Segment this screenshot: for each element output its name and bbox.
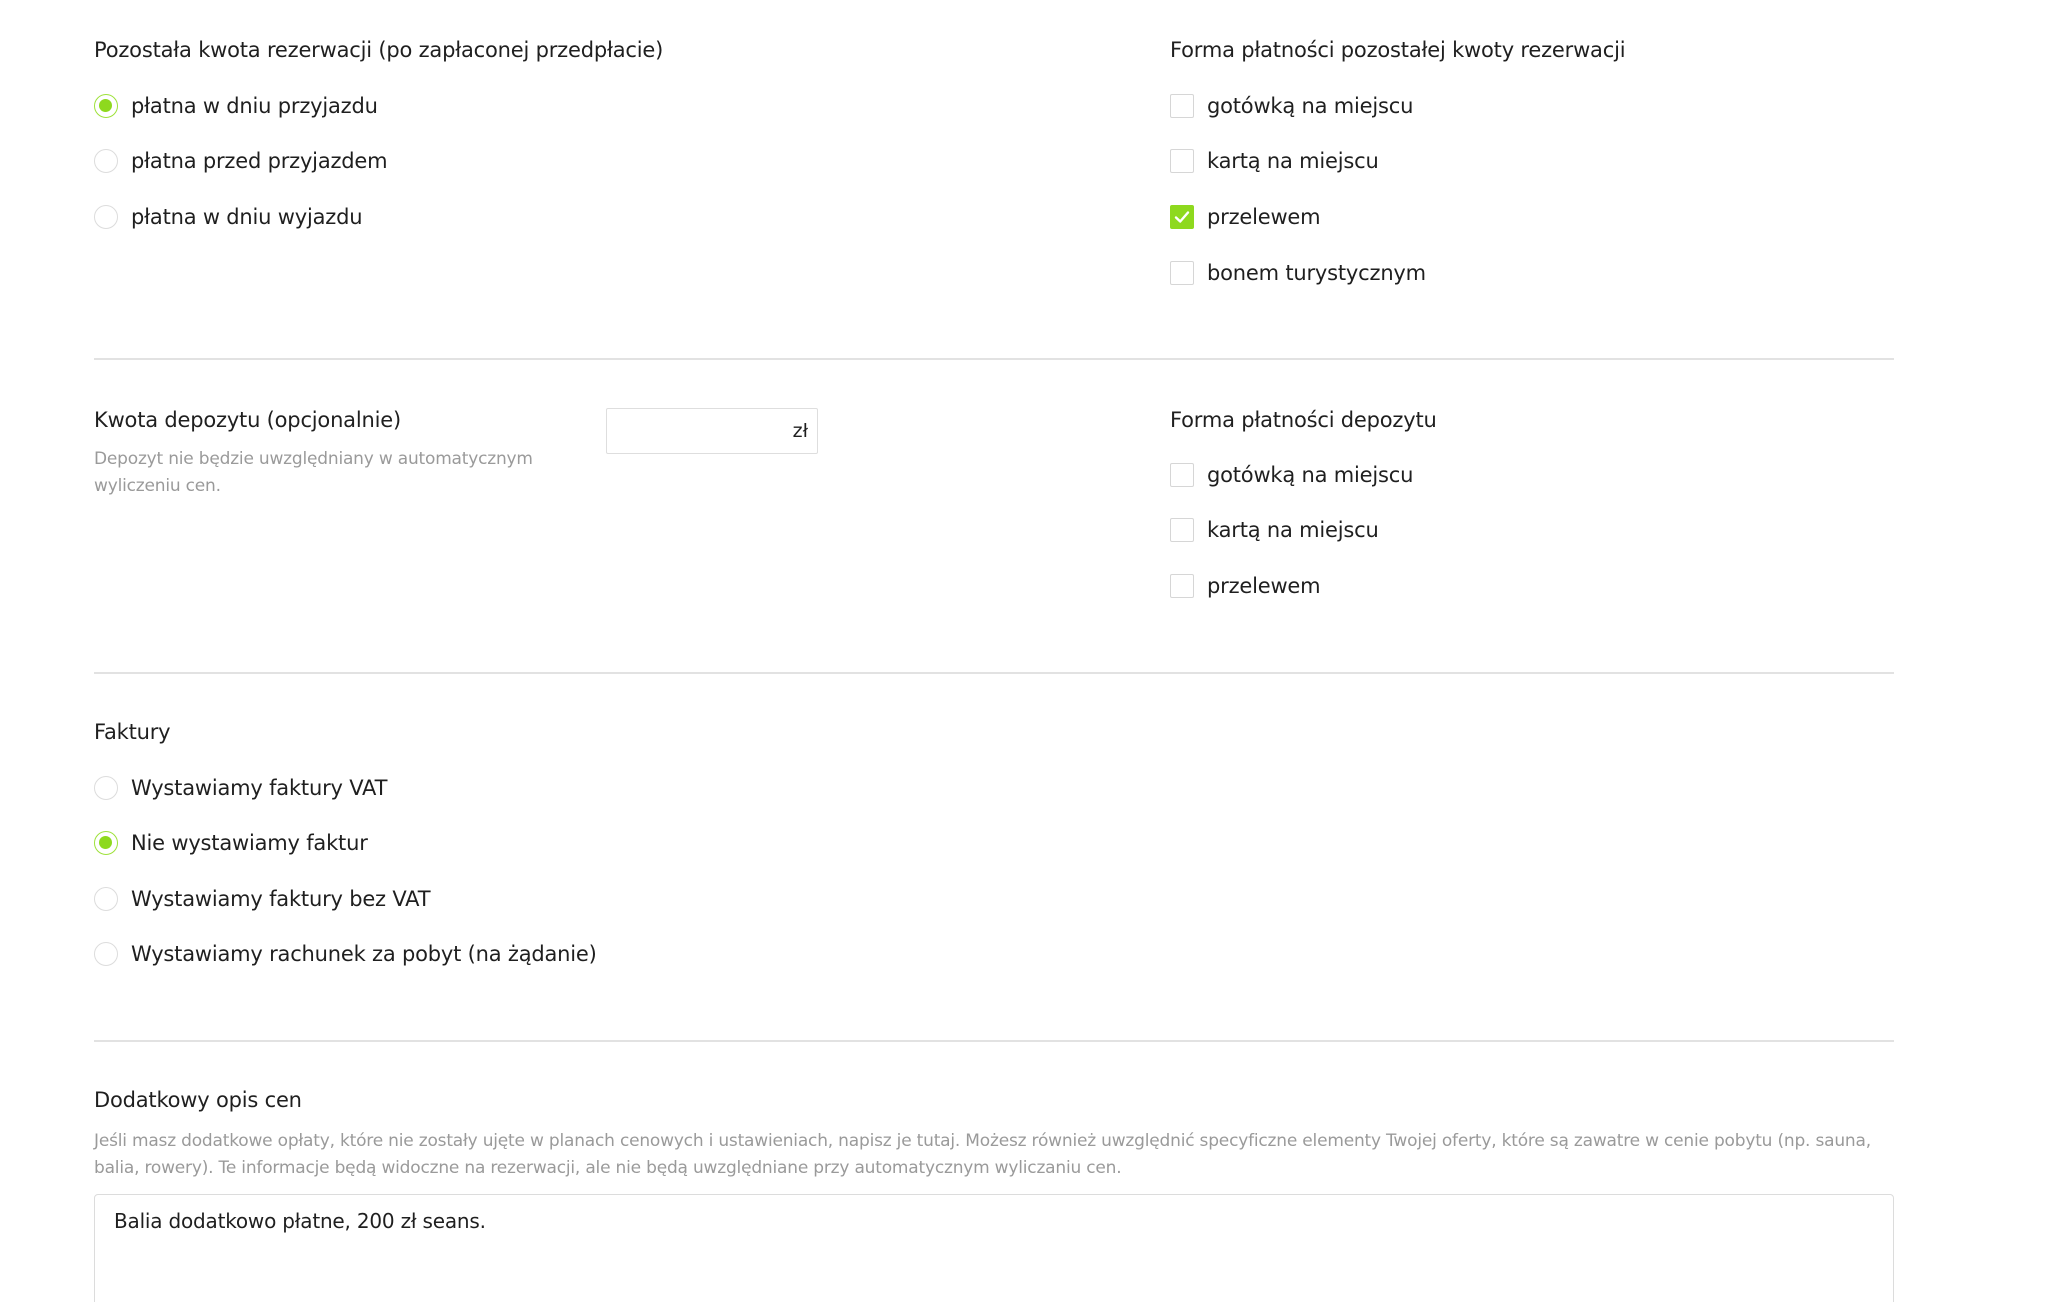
radio-unselected-icon[interactable] xyxy=(94,942,118,966)
radio-unselected-icon[interactable] xyxy=(94,776,118,800)
section-divider xyxy=(94,672,1894,674)
checkbox-label: gotówką na miejscu xyxy=(1207,94,1414,118)
section-divider xyxy=(94,358,1894,360)
checkbox-icon[interactable] xyxy=(1170,149,1194,173)
radio-label: płatna przed przyjazdem xyxy=(131,149,388,173)
checkbox-icon[interactable] xyxy=(1170,261,1194,285)
radio-label: Wystawiamy faktury VAT xyxy=(131,776,388,800)
price-description-helper-text: Jeśli masz dodatkowe opłaty, które nie zostały ujęte w planach cenowych i ustawieniach, napisz je tutaj. Możesz również uwzględnić specyficzne elementy Twojej oferty, które są zawatre w cenie pobytu (np. sauna, balia, rowery). Te informacje będą widoczne na rezerwacji, ale nie będą uwzględniane przy automatycznym wyliczaniu cen. xyxy=(94,1131,1871,1178)
checkbox-label: przelewem xyxy=(1207,574,1321,598)
checkbox-icon[interactable] xyxy=(1170,463,1194,487)
checkbox-deposit-transfer[interactable] xyxy=(1170,571,1320,601)
deposit-helper-text: Depozyt nie będzie uwzględniany w automatycznym wyliczeniu cen. xyxy=(94,449,533,496)
deposit-title: Kwota depozytu (opcjonalnie) xyxy=(94,408,401,432)
checkbox-icon[interactable] xyxy=(1170,94,1194,118)
radio-label: Wystawiamy rachunek za pobyt (na żądanie) xyxy=(131,942,597,966)
radio-option-no-invoices[interactable] xyxy=(94,828,368,858)
checkbox-icon[interactable] xyxy=(1170,518,1194,542)
checkbox-deposit-cash[interactable] xyxy=(1170,460,1413,490)
radio-label: płatna w dniu przyjazdu xyxy=(131,94,378,118)
checkbox-label: gotówką na miejscu xyxy=(1207,463,1414,487)
remaining-payment-title: Forma płatności pozostałej kwoty rezerwacji xyxy=(1170,38,1626,62)
checkbox-cash-on-site[interactable] xyxy=(1170,91,1413,121)
radio-option-stay-receipt[interactable] xyxy=(94,939,597,969)
price-description-title: Dodatkowy opis cen xyxy=(94,1088,302,1112)
radio-option-arrival-day[interactable] xyxy=(94,91,378,121)
radio-unselected-icon[interactable] xyxy=(94,149,118,173)
checkbox-label: kartą na miejscu xyxy=(1207,518,1379,542)
checkbox-deposit-card[interactable] xyxy=(1170,515,1379,545)
radio-label: Nie wystawiamy faktur xyxy=(131,831,368,855)
remaining-amount-title: Pozostała kwota rezerwacji (po zapłaconej przedpłacie) xyxy=(94,38,664,62)
checkbox-label: kartą na miejscu xyxy=(1207,149,1379,173)
radio-unselected-icon[interactable] xyxy=(94,205,118,229)
checkbox-icon[interactable] xyxy=(1170,574,1194,598)
checkbox-label: przelewem xyxy=(1207,205,1321,229)
invoices-title: Faktury xyxy=(94,720,171,744)
radio-label: Wystawiamy faktury bez VAT xyxy=(131,887,431,911)
radio-option-invoices-without-vat[interactable] xyxy=(94,884,430,914)
price-description-textarea[interactable]: Balia dodatkowo płatne, 200 zł seans. xyxy=(94,1194,1894,1302)
deposit-amount-field[interactable] xyxy=(606,408,818,454)
deposit-payment-title: Forma płatności depozytu xyxy=(1170,408,1437,432)
checkbox-bank-transfer[interactable] xyxy=(1170,202,1320,232)
radio-option-vat-invoices[interactable] xyxy=(94,773,387,803)
radio-selected-icon[interactable] xyxy=(94,831,118,855)
checkbox-tourist-voucher[interactable] xyxy=(1170,258,1426,288)
section-divider xyxy=(94,1040,1894,1042)
deposit-amount-input[interactable] xyxy=(633,411,793,451)
currency-unit: zł xyxy=(792,420,808,442)
radio-option-before-arrival[interactable] xyxy=(94,146,387,176)
checkbox-card-on-site[interactable] xyxy=(1170,146,1379,176)
checkbox-label: bonem turystycznym xyxy=(1207,261,1426,285)
radio-selected-icon[interactable] xyxy=(94,94,118,118)
radio-unselected-icon[interactable] xyxy=(94,887,118,911)
radio-label: płatna w dniu wyjazdu xyxy=(131,205,363,229)
checkmark-icon[interactable] xyxy=(1170,205,1194,229)
radio-option-departure-day[interactable] xyxy=(94,202,362,232)
